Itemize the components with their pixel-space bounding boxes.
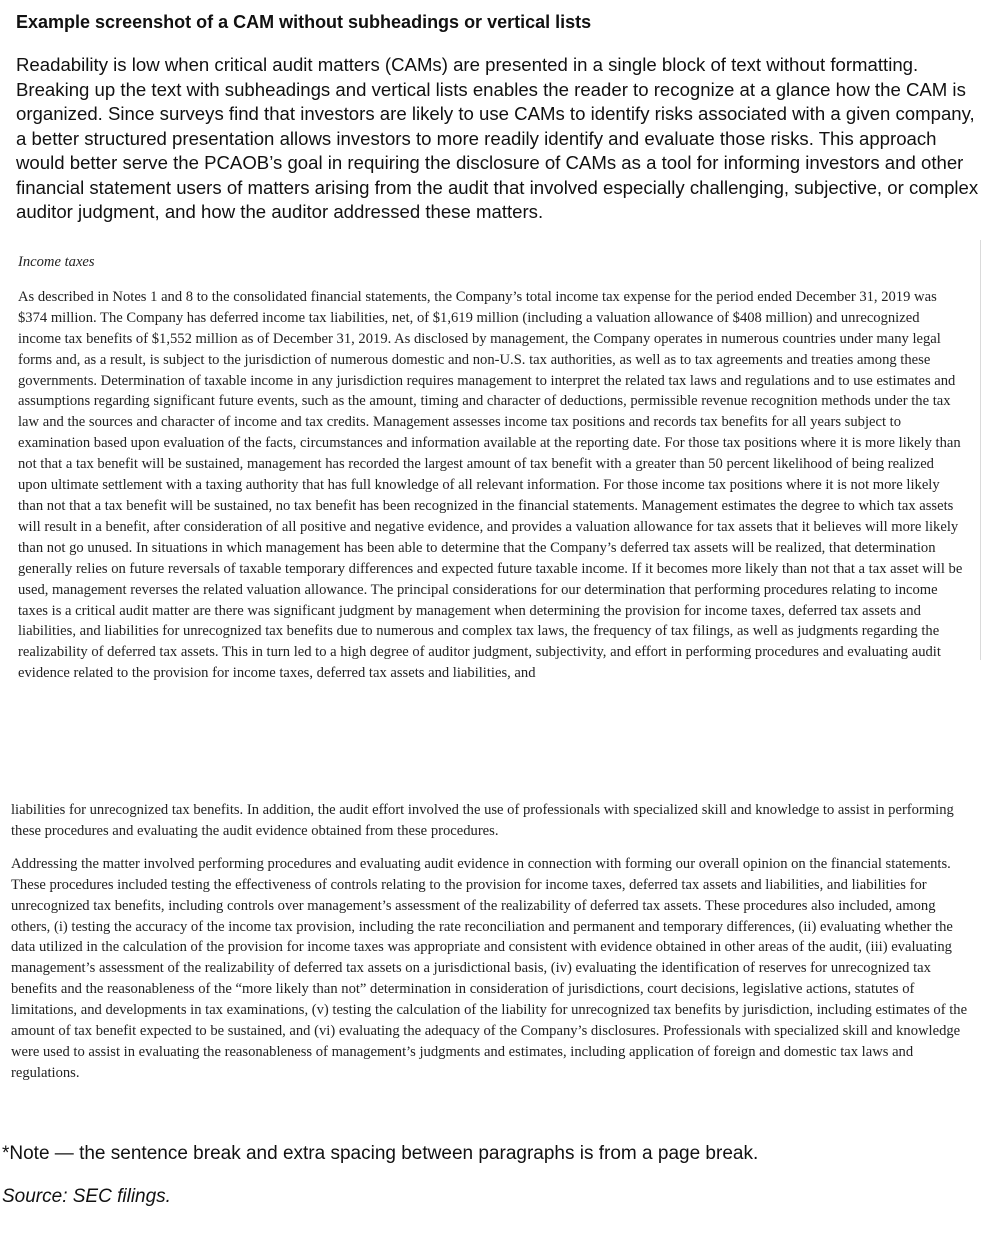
- footnote: *Note — the sentence break and extra spacing between paragraphs is from a page break.: [2, 1143, 759, 1164]
- source-citation: Source: SEC filings.: [2, 1186, 171, 1207]
- cam-excerpt-page-2: [11, 800, 971, 1096]
- cam-paragraph-1: As described in Notes 1 and 8 to the consolidated financial statements, the Company’s total income tax expense for the period ended December 31, 2019 was $374 million. The Company has deferred income tax liabilities, net, of $1,619 million (including a valuation allowance of $408 million) and unrecognized income tax benefits of $1,552 million as of December 31, 2019. As disclosed by management, the Company operates in numerous countries under many legal forms and, as a result, is subject to the jurisdiction of numerous domestic and non-U.S. tax authorities, as well as to tax agreements and treaties among these governments. Determination of taxable income in any jurisdiction requires management to interpret the related tax laws and regulations and to use estimates and assumptions regarding significant future events, such as the amount, timing and character of deductions, permissible revenue recognition methods under the tax law and the sources and character of income and tax credits. Management assesses income tax positions and records tax benefits for all years subject to examination based upon evaluation of the facts, circumstances and information available at the reporting date. For those tax positions where it is more likely than not that a tax benefit will be sustained, management has recorded the largest amount of tax benefit with a greater than 50 percent likelihood of being realized upon ultimate settlement with a taxing authority that has full knowledge of all relevant information. For those income tax positions where it is not more likely than not that a tax benefit will be sustained, no tax benefit has been recognized in the financial statements. Management estimates the degree to which tax assets will result in a benefit, after consideration of all positive and negative evidence, and provides a valuation allowance for tax assets that it believes will more likely than not go unused. In situations in which management has been able to determine that the Company’s deferred tax assets will be realized, that determination generally relies on future reversals of taxable temporary differences and expected future taxable income. If it becomes more likely than not that a tax asset will be used, management reverses the related valuation allowance. The principal considerations for our determination that performing procedures relating to income taxes is a critical audit matter are there was significant judgment by management when determining the provision for income taxes, deferred tax assets and liabilities, and liabilities for unrecognized tax benefits due to numerous and complex tax laws, the frequency of tax filings, as well as judgments regarding the realizability of deferred tax assets. This in turn led to a high degree of auditor judgment, subjectivity, and effort in performing procedures and evaluating audit evidence related to the provision for income taxes, deferred tax assets and liabilities, and: [18, 288, 963, 682]
- intro-paragraph: Readability is low when critical audit matters (CAMs) are presented in a single block of text without formatting. Breaking up the text with subheadings and vertical lists enables the reader to recognize at a glance how the CAM is organized. Since surveys find that investors are likely to use CAMs to identify risks associated with a given company, a better structured presentation allows investors to more readily identify and evaluate those risks. This approach would better serve the PCAOB’s goal in requiring the disclosure of CAMs as a tool for informing investors and other financial statement users of matters arising from the audit that involved especially challenging, subjective, or complex auditor judgment, and how the auditor addressed these matters.: [16, 54, 979, 222]
- page-divider: [980, 240, 981, 660]
- cam-excerpt-page-1: [18, 252, 963, 684]
- cam-paragraph-2: Addressing the matter involved performing procedures and evaluating audit evidence in connection with forming our overall opinion on the financial statements. These procedures included testing the effectiveness of controls relating to the provision for income taxes, deferred tax assets and liabilities, and liabilities for unrecognized tax benefits, including controls over management’s assessment of the realizability of deferred tax assets. These procedures also included, among others, (i) testing the accuracy of the income tax provision, including the rate reconciliation and permanent and temporary differences, (ii) evaluating whether the data utilized in the calculation of the provision for income taxes was appropriate and consistent with evidence obtained in other areas of the audit, (iii) evaluating management’s assessment of the realizability of deferred tax assets on a jurisdictional basis, (iv) evaluating the identification of reserves for unrecognized tax benefits and the reasonableness of the “more likely than not” determination in consideration of jurisdictions, court decisions, legislative actions, statutes of limitations, and developments in tax examinations, (v) testing the calculation of the liability for unrecognized tax benefits by jurisdiction, including estimates of the amount of tax benefit expected to be sustained, and (vi) evaluating the adequacy of the Company’s disclosures. Professionals with specialized skill and knowledge were used to assist in evaluating the reasonableness of management’s judgments and estimates, including application of foreign and domestic tax laws and regulations.: [11, 855, 968, 1081]
- cam-heading: Income taxes: [18, 254, 95, 270]
- cam-paragraph-1-continued: liabilities for unrecognized tax benefits. In addition, the audit effort involved the use of professionals with specialized skill and knowledge to assist in performing these procedures and evaluating the audit evidence obtained from these procedures.: [11, 802, 954, 839]
- page-title: Example screenshot of a CAM without subheadings or vertical lists: [16, 12, 592, 32]
